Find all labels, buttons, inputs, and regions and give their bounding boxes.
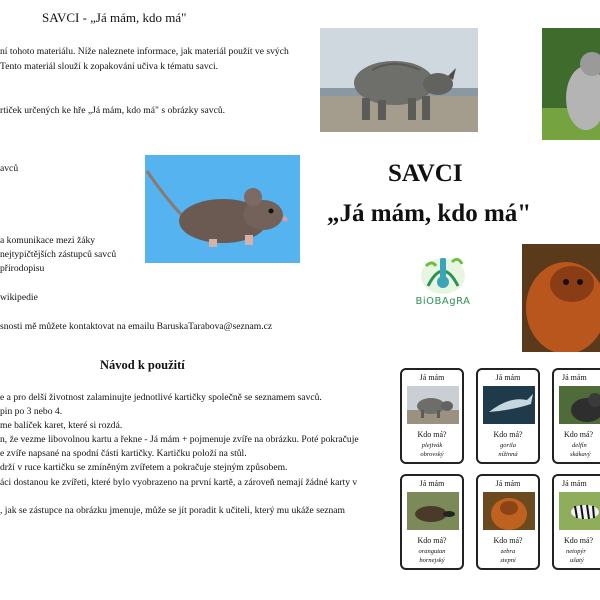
intro-line: přírodopisu	[0, 263, 45, 274]
card	[400, 474, 464, 570]
card	[400, 368, 464, 464]
card-top-label: Já mám	[562, 373, 587, 382]
zebra-icon	[559, 492, 600, 530]
biobagra-logo	[408, 248, 478, 310]
instruction-line: e a pro delší životnost zalaminujte jednotlivé kartičky společně se seznamem savců.	[0, 392, 322, 403]
contact-line: snosti mě můžete kontaktovat na emailu BaruskaTarabova@seznam.cz	[0, 321, 273, 332]
instruction-line: e zvíře napsané na spodní části kartičky. Kartičku položí na stůl.	[0, 448, 247, 459]
instruction-line: n, že vezme libovolnou kartu a řekne - Já mám + pojmenuje zvíře na obrázku. Poté pokračuje	[0, 434, 359, 445]
card	[476, 368, 540, 464]
card-question: Kdo má?	[417, 430, 447, 439]
card-answer: plejtvák	[421, 442, 443, 449]
orangutan-icon	[483, 492, 535, 530]
rhino-icon	[407, 386, 459, 424]
mouse-photo	[145, 155, 300, 263]
intro-line: avců	[0, 163, 19, 174]
card-question: Kdo má?	[417, 536, 447, 545]
card-answer: zebra	[500, 548, 516, 555]
platypus-icon	[407, 492, 459, 530]
card-answer: obrovský	[420, 451, 444, 458]
card-top-label: Já mám	[419, 479, 445, 488]
card-answer: netopýr	[566, 548, 586, 555]
intro-line: Tento materiál slouží k zopakování učiva k tématu savci.	[0, 61, 219, 72]
instruction-line: drží v ruce kartičku se zmíněným zvířetem a pokračuje stejným způsobem.	[0, 462, 288, 473]
card-answer: ušatý	[570, 557, 584, 564]
card-answer: nížinná	[498, 451, 518, 458]
card-answer: bornejský	[419, 557, 445, 564]
card-answer: skákavý	[570, 451, 591, 458]
card-top-label: Já mám	[495, 479, 521, 488]
card-question: Kdo má?	[493, 430, 523, 439]
cover-subtitle: „Já mám, kdo má"	[327, 200, 532, 227]
card-top-label: Já mám	[562, 479, 587, 488]
whale-icon	[483, 386, 535, 424]
gorilla-photo	[542, 28, 600, 140]
instruction-line: , jak se zástupce na obrázku jmenuje, může se jít poradit k učiteli, který mu ukáže seznam	[0, 505, 345, 516]
card-answer: orangutan	[418, 548, 446, 555]
cover-title: SAVCI	[388, 160, 463, 187]
card-question: Kdo má?	[493, 536, 523, 545]
card-question: Kdo má?	[564, 536, 594, 545]
card-answer: gorila	[500, 442, 516, 449]
rhino-photo	[320, 28, 478, 132]
intro-line: a komunikace mezi žáky	[0, 235, 96, 246]
orangutan-photo	[522, 244, 600, 352]
instruction-line: áci dostanou ke zvířeti, které bylo vyobrazeno na první kartě, a zároveň nemají žádné karty v	[0, 477, 358, 488]
gorilla-icon	[559, 386, 600, 424]
card	[476, 474, 540, 570]
logo-text: BiOBAgRA	[415, 296, 471, 307]
instruction-line: pin po 3 nebo 4.	[0, 406, 63, 417]
instructions-heading: Návod k použití	[100, 358, 185, 372]
card	[552, 368, 600, 464]
card-top-label: Já mám	[495, 373, 521, 382]
card-question: Kdo má?	[564, 430, 594, 439]
intro-line: rtiček určených ke hře „Já mám, kdo má" s obrázky savců.	[0, 105, 226, 116]
intro-line: wikipedie	[0, 292, 38, 303]
instruction-line: me balíček karet, které si rozdá.	[0, 420, 123, 431]
intro-line: nejtypičtějších zástupců savců	[0, 249, 117, 260]
card-top-label: Já mám	[419, 373, 445, 382]
card	[552, 474, 600, 570]
card-answer: delfín	[572, 442, 587, 449]
intro-line: ní tohoto materiálu. Níže naleznete informace, jak materiál použít ve svých	[0, 46, 289, 57]
card-answer: stepní	[500, 557, 516, 564]
document-title: SAVCI - „Já mám, kdo má"	[42, 10, 187, 25]
